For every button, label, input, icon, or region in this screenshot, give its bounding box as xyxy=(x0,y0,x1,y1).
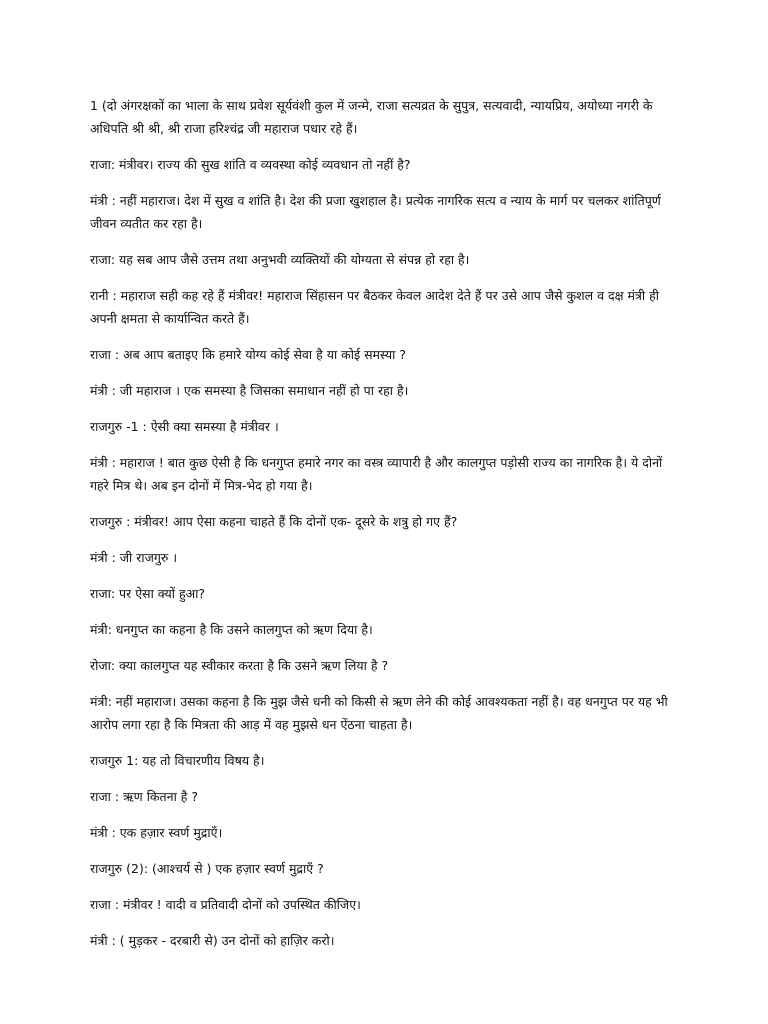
paragraph-9: मंत्री : महाराज ! बात कुछ ऐसी है कि धनगुप्त हमारे नगर का वस्त्र व्यापारी है और कालगुप्त पड़ोसी राज्य का नागरिक है। ये दोनों गहरे मित्र थे। अब इन दोनों में मित्र-भेद हो गया है। xyxy=(90,455,663,493)
paragraph-16: राजगुरु 1: यह तो विचारणीय विषय है। xyxy=(90,753,265,768)
paragraph-13: मंत्री: धनगुप्त का कहना है कि उसने कालगुप्त को ऋण दिया है। xyxy=(90,622,373,637)
paragraph-21: मंत्री : ( मुड़कर - दरबारी से) उन दोनों को हाज़िर करो। xyxy=(90,933,335,948)
paragraph-4: राजा: यह सब आप जैसे उत्तम तथा अनुभवी व्यक्तियों की योग्यता से संपन्न हो रहा है। xyxy=(90,252,470,267)
paragraph-2: राजा: मंत्रीवर। राज्य की सुख शांति व व्यवस्था कोई व्यवधान तो नहीं है? xyxy=(90,157,411,172)
paragraph-12: राजा: पर ऐसा क्यों हुआ? xyxy=(90,586,206,601)
paragraph-8: राजगुरु -1 : ऐसी क्या समस्या है मंत्रीवर । xyxy=(90,419,279,434)
paragraph-7: मंत्री : जी महाराज । एक समस्या है जिसका समाधान नहीं हो पा रहा है। xyxy=(90,383,409,398)
paragraph-14: रोजा: क्या कालगुप्त यह स्वीकार करता है कि उसने ऋण लिया है ? xyxy=(90,658,389,673)
paragraph-6: राजा : अब आप बताइए कि हमारे योग्य कोई सेवा है या कोई समस्या ? xyxy=(90,347,406,362)
paragraph-11: मंत्री : जी राजगुरु । xyxy=(90,550,178,565)
paragraph-5: रानी : महाराज सही कह रहे हैं मंत्रीवर! महाराज सिंहासन पर बैठकर केवल आदेश देते हैं पर उसे आप जैसे कुशल व दक्ष मंत्री ही अपनी क्षमता से कार्यान्वित करते हैं। xyxy=(90,288,660,326)
paragraph-17: राजा : ऋण कितना है ? xyxy=(90,789,199,804)
paragraph-19: राजगुरु (2): (आश्चर्य से ) एक हज़ार स्वर्ण मुद्राएँ ? xyxy=(90,861,324,876)
paragraph-15: मंत्री: नहीं महाराज। उसका कहना है कि मुझ जैसे धनी को किसी से ऋण लेने की कोई आवश्यकता नहीं है। वह धनगुप्त पर यह भी आरोप लगा रहा है कि मित्रता की आड़ में वह मुझसे धन ऐंठना चाहता है। xyxy=(90,694,668,732)
paragraph-18: मंत्री : एक हज़ार स्वर्ण मुद्राएँ। xyxy=(90,825,223,840)
paragraph-10: राजगुरु : मंत्रीवर! आप ऐसा कहना चाहते हैं कि दोनों एक- दूसरे के शत्रु हो गए हैं? xyxy=(90,514,458,529)
paragraph-1: 1 (दो अंगरक्षकों का भाला के साथ प्रवेश सूर्यवंशी कुल में जन्मे, राजा सत्यव्रत के सुपुत्र, सत्यवादी, न्यायप्रिय, अयोध्या नगरी के अधिपति श्री श्री, श्री राजा हरिश्चंद्र जी महाराज पधार रहे हैं। xyxy=(90,98,653,136)
document-body xyxy=(90,94,680,965)
paragraph-20: राजा : मंत्रीवर ! वादी व प्रतिवादी दोनों को उपस्थित कीजिए। xyxy=(90,897,361,912)
paragraph-3: मंत्री : नहीं महाराज। देश में सुख व शांति है। देश की प्रजा खुशहाल है। प्रत्येक नागरिक सत्य व न्याय के मार्ग पर चलकर शांतिपूर्ण जीवन व्यतीत कर रहा है। xyxy=(90,193,661,231)
